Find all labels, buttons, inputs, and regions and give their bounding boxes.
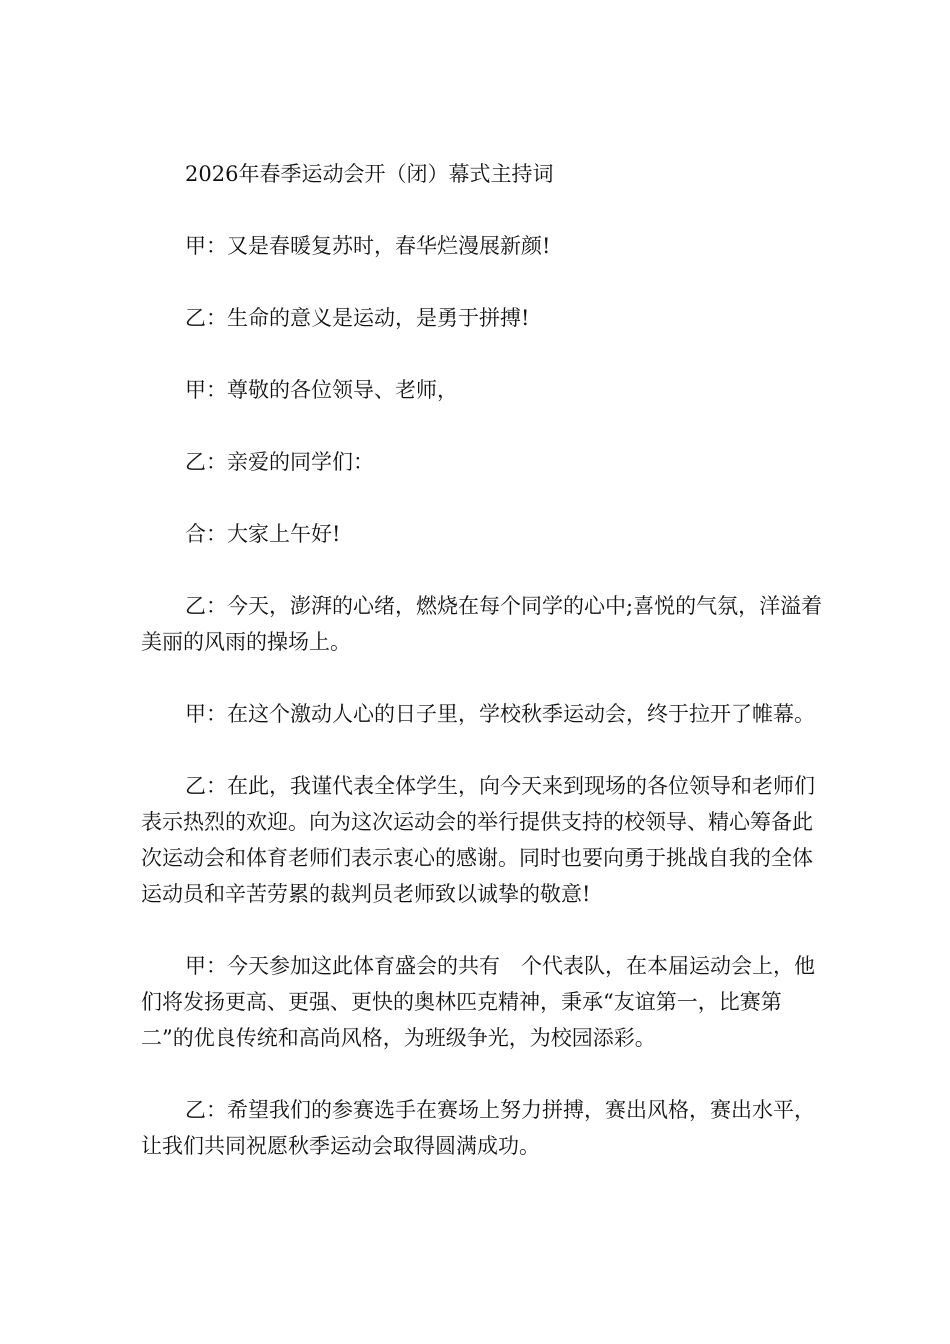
paragraph-3: 甲：尊敬的各位领导、老师， (185, 378, 458, 402)
paragraph-6: 乙：今天，澎湃的心绪，燃烧在每个同学的心中;喜悦的气氛，洋溢着美丽的风雨的操场上。 (141, 594, 823, 654)
paragraph-4: 乙：亲爱的同学们： (185, 450, 374, 474)
paragraph-2: 乙：生命的意义是运动，是勇于拼搏! (185, 306, 530, 330)
paragraph-7: 甲：在这个激动人心的日子里，学校秋季运动会，终于拉开了帷幕。 (185, 702, 815, 726)
paragraph-8: 乙：在此，我谨代表全体学生，向今天来到现场的各位领导和老师们表示热烈的欢迎。向为这次运动会的举行提供支持的校领导、精心筹备此次运动会和体育老师们表示衷心的感谢。同时也要向勇于挑战自我的全体运动员和辛苦劳累的裁判员老师致以诚挚的敬意! (141, 774, 815, 906)
document-title: 2026年春季运动会开（闭）幕式主持词 (185, 162, 554, 186)
paragraph-10: 乙：希望我们的参赛选手在赛场上努力拼搏，赛出风格，赛出水平，让我们共同祝愿秋季运动会取得圆满成功。 (141, 1098, 815, 1158)
paragraph-1: 甲：又是春暖复苏时，春华烂漫展新颜! (185, 234, 551, 258)
paragraph-9: 甲：今天参加这此体育盛会的共有 个代表队，在本届运动会上，他们将发扬更高、更强、更快的奥林匹克精神，秉承“友谊第一，比赛第二”的优良传统和高尚风格，为班级争光，为校园添彩。 (141, 954, 815, 1050)
paragraph-5: 合：大家上午好! (185, 522, 341, 546)
document-body (141, 156, 831, 1200)
